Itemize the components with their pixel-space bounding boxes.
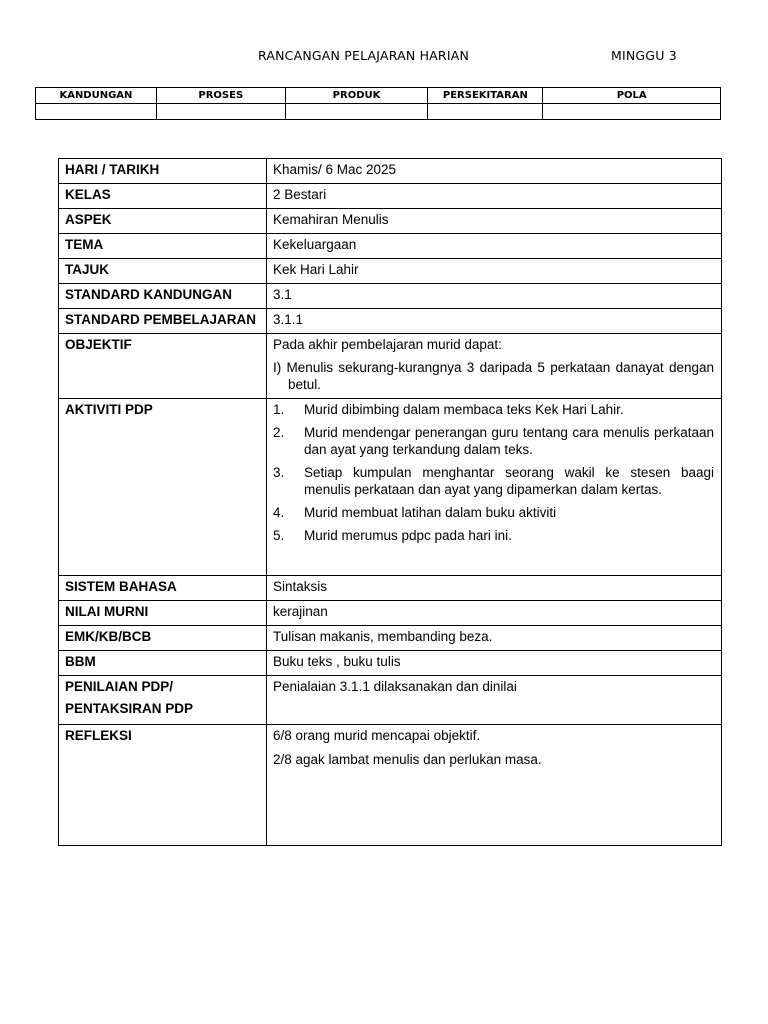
label-emk: EMK/KB/BCB — [59, 626, 267, 651]
activity-list — [273, 401, 714, 544]
list-item: 1. Murid dibimbing dalam membaca teks Kek Hari Lahir. — [273, 402, 624, 417]
value-emk: Tulisan makanis, membanding beza. — [267, 626, 722, 651]
value-hari-tarikh: Khamis/ 6 Mac 2025 — [267, 159, 722, 184]
value-aspek: Kemahiran Menulis — [267, 209, 722, 234]
label-tema: TEMA — [59, 234, 267, 259]
label-bbm: BBM — [59, 651, 267, 676]
label-standard-kandungan: STANDARD KANDUNGAN — [59, 284, 267, 309]
label-sistem-bahasa: SISTEM BAHASA — [59, 576, 267, 601]
value-sistem-bahasa: Sintaksis — [267, 576, 722, 601]
value-standard-pembelajaran: 3.1.1 — [267, 309, 722, 334]
objektif-item: I) Menulis sekurang-kurangnya 3 daripada 5 perkataan danayat dengan betul. — [273, 360, 714, 392]
row-refleksi — [59, 725, 722, 846]
category-table — [35, 87, 721, 120]
label-penilaian — [59, 676, 267, 725]
label-standard-pembelajaran: STANDARD PEMBELAJARAN — [59, 309, 267, 334]
row-objektif — [59, 334, 722, 399]
row-standard-pembelajaran — [59, 309, 722, 334]
label-nilai-murni: NILAI MURNI — [59, 601, 267, 626]
list-item: 5. Murid merumus pdpc pada hari ini. — [273, 528, 512, 543]
cell-persekitaran — [428, 104, 543, 120]
list-item: 3. Setiap kumpulan menghantar seorang wakil ke stesen baagi menulis perkataan dan ayat yang dipamerkan dalam kertas. — [273, 465, 714, 497]
label-aktiviti: AKTIVITI PDP — [59, 399, 267, 576]
cell-kandungan — [36, 104, 157, 120]
label-kelas: KELAS — [59, 184, 267, 209]
value-refleksi — [267, 725, 722, 846]
lesson-plan-table — [58, 158, 722, 846]
row-tajuk — [59, 259, 722, 284]
row-hari-tarikh — [59, 159, 722, 184]
value-tema: Kekeluargaan — [267, 234, 722, 259]
row-emk — [59, 626, 722, 651]
label-tajuk: TAJUK — [59, 259, 267, 284]
value-kelas: 2 Bestari — [267, 184, 722, 209]
label-penilaian-line-2: PENTAKSIRAN PDP — [65, 701, 194, 716]
row-penilaian — [59, 676, 722, 725]
page-title: RANCANGAN PELAJARAN HARIAN — [258, 48, 470, 63]
objektif-intro: Pada akhir pembelajaran murid dapat: — [273, 337, 502, 352]
label-objektif: OBJEKTIF — [59, 334, 267, 399]
value-nilai-murni: kerajinan — [267, 601, 722, 626]
cell-produk — [285, 104, 428, 120]
row-bbm — [59, 651, 722, 676]
refleksi-line-2: 2/8 agak lambat menulis dan perlukan masa. — [273, 752, 542, 767]
label-refleksi: REFLEKSI — [59, 725, 267, 846]
row-aspek — [59, 209, 722, 234]
column-header-produk: PRODUK — [285, 88, 428, 104]
row-sistem-bahasa — [59, 576, 722, 601]
label-hari-tarikh: HARI / TARIKH — [59, 159, 267, 184]
label-aspek: ASPEK — [59, 209, 267, 234]
value-tajuk: Kek Hari Lahir — [267, 259, 722, 284]
refleksi-line-1: 6/8 orang murid mencapai objektif. — [273, 728, 481, 743]
list-item: 2. Murid mendengar penerangan guru tentang cara menulis perkataan dan ayat yang terkandung dalam teks. — [273, 425, 714, 457]
row-standard-kandungan — [59, 284, 722, 309]
row-kelas — [59, 184, 722, 209]
column-header-proses: PROSES — [156, 88, 285, 104]
row-tema — [59, 234, 722, 259]
column-header-persekitaran: PERSEKITARAN — [428, 88, 543, 104]
label-penilaian-line-1: PENILAIAN PDP/ — [65, 679, 174, 694]
value-penilaian: Penialaian 3.1.1 dilaksanakan dan dinilai — [267, 676, 722, 725]
list-item: 4. Murid membuat latihan dalam buku aktiviti — [273, 505, 557, 520]
row-aktiviti — [59, 399, 722, 576]
row-nilai-murni — [59, 601, 722, 626]
week-label: MINGGU 3 — [611, 48, 677, 63]
value-aktiviti — [267, 399, 722, 576]
value-objektif — [267, 334, 722, 399]
column-header-pola: POLA — [543, 88, 721, 104]
cell-proses — [156, 104, 285, 120]
column-header-kandungan: KANDUNGAN — [36, 88, 157, 104]
cell-pola — [543, 104, 721, 120]
value-standard-kandungan: 3.1 — [267, 284, 722, 309]
value-bbm: Buku teks , buku tulis — [267, 651, 722, 676]
